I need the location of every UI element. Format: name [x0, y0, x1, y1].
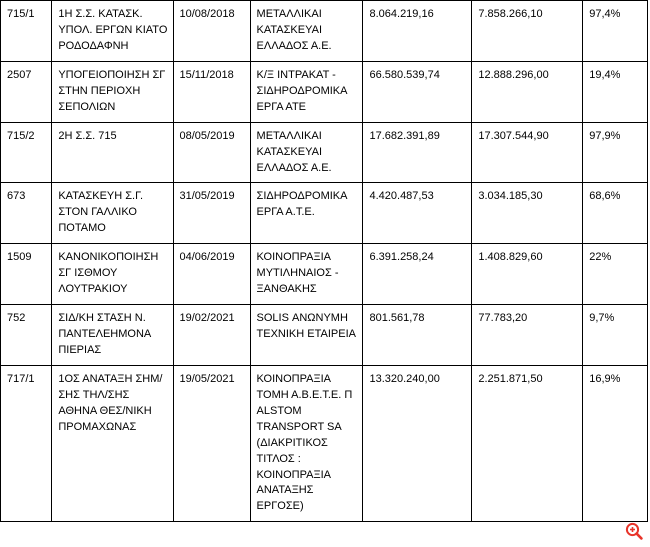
- contractor-text: Κ/Ξ ΙΝΤΡΑΚΑΤ - ΣΙΔΗΡΟΔΡΟΜΙΚΑ ΕΡΓΑ ΑΤΕ: [256, 68, 347, 113]
- budget-text: 66.580.539,74: [369, 68, 440, 81]
- cell-contractor: [250, 122, 363, 183]
- progress-text: 16,9%: [589, 372, 621, 385]
- date-text: 31/05/2019: [179, 190, 235, 203]
- title-text: 2Η Σ.Σ. 715: [58, 129, 117, 142]
- cell-paid: [472, 1, 583, 62]
- cell-contractor: [250, 305, 363, 366]
- cell-progress: [583, 61, 648, 122]
- cell-title: [52, 183, 173, 244]
- cell-date: [173, 305, 250, 366]
- code-text: 2507: [7, 68, 32, 81]
- budget-text: 8.064.219,16: [369, 8, 434, 20]
- cell-contractor: [250, 365, 363, 521]
- paid-text: 17.307.544,90: [478, 129, 549, 142]
- title-text: 1Η Σ.Σ. ΚΑΤΑΣΚ. ΥΠΟΛ. ΕΡΓΩΝ ΚΙΑΤΟ ΡΟΔΟΔΑΦΝΗ: [58, 8, 168, 52]
- date-text: 19/05/2021: [179, 372, 235, 385]
- progress-text: 19,4%: [589, 68, 621, 81]
- cell-paid: [472, 365, 583, 521]
- code-text: 752: [7, 312, 26, 325]
- contractor-text: ΚΟΙΝΟΠΡΑΞΙΑ ΜΥΤΙΛΗΝΑΙΟΣ - ΞΑΝΘΑΚΗΣ: [256, 251, 339, 296]
- cell-progress: [583, 305, 648, 366]
- table-row: [1, 244, 648, 305]
- cell-progress: [583, 122, 648, 183]
- contractor-text: ΣΙΔΗΡΟΔΡΟΜΙΚΑ ΕΡΓΑ Α.Τ.Ε.: [256, 190, 347, 219]
- budget-text: 801.561,78: [369, 312, 425, 325]
- cell-budget: [363, 1, 472, 62]
- title-text: ΚΑΤΑΣΚΕΥΗ Σ.Γ. ΣΤΟΝ ΓΑΛΛΙΚΟ ΠΟΤΑΜΟ: [58, 190, 144, 235]
- code-text: 717/1: [7, 372, 35, 385]
- title-text: 1ΟΣ ΑΝΑΤΑΞΗ ΣΗΜ/ΣΗΣ ΤΗΛ/ΣΗΣ ΑΘΗΝΑ ΘΕΣ/ΝΙΚΗ ΠΡΟΜΑΧΩΝΑΣ: [58, 372, 163, 433]
- code-text: 673: [7, 190, 26, 203]
- progress-text: 97,4%: [589, 8, 621, 20]
- cell-title: [52, 1, 173, 62]
- date-text: 10/08/2018: [179, 8, 235, 20]
- cell-paid: [472, 122, 583, 183]
- cell-progress: [583, 365, 648, 521]
- table-row: [1, 183, 648, 244]
- progress-text: 68,6%: [589, 190, 621, 203]
- cell-budget: [363, 61, 472, 122]
- contractor-text: ΜΕΤΑΛΛΙΚΑΙ ΚΑΤΑΣΚΕΥΑΙ ΕΛΛΑΔΟΣ Α.Ε.: [256, 129, 332, 174]
- cell-code: [1, 183, 52, 244]
- cell-budget: [363, 305, 472, 366]
- cell-progress: [583, 244, 648, 305]
- magnifier-plus-icon[interactable]: [625, 522, 643, 540]
- cell-contractor: [250, 1, 363, 62]
- table-row: [1, 61, 648, 122]
- cell-title: [52, 305, 173, 366]
- budget-text: 17.682.391,89: [369, 129, 440, 142]
- cell-title: [52, 244, 173, 305]
- cell-code: [1, 365, 52, 521]
- paid-text: 12.888.296,00: [478, 68, 549, 81]
- contractor-text: ΚΟΙΝΟΠΡΑΞΙΑ ΤΟΜΗ Α.Β.Ε.Τ.Ε. Π ALSTOM TRANSPORT SA (ΔΙΑΚΡΙΤΙΚΟΣ ΤΙΤΛΟΣ : ΚΟΙΝΟΠΡΑΞΙΑ ΑΝΑΤΑΞΗΣ ΕΡΓΟΣΕ): [256, 372, 353, 513]
- code-text: 715/2: [7, 129, 35, 142]
- cell-paid: [472, 244, 583, 305]
- contractor-text: SOLIS ΑΝΩΝΥΜΗ ΤΕΧΝΙΚΗ ΕΤΑΙΡΕΙΑ: [256, 312, 356, 340]
- cell-date: [173, 122, 250, 183]
- cell-paid: [472, 61, 583, 122]
- cell-title: [52, 365, 173, 521]
- cell-code: [1, 122, 52, 183]
- progress-text: 22%: [589, 251, 612, 264]
- cell-contractor: [250, 61, 363, 122]
- table-row: [1, 305, 648, 366]
- code-text: 715/1: [7, 8, 35, 20]
- cell-paid: [472, 305, 583, 366]
- budget-text: 13.320.240,00: [369, 372, 440, 385]
- title-text: ΥΠΟΓΕΙΟΠΟΙΗΣΗ ΣΓ ΣΤΗΝ ΠΕΡΙΟΧΗ ΣΕΠΟΛΙΩΝ: [58, 68, 166, 113]
- cell-code: [1, 1, 52, 62]
- cell-paid: [472, 183, 583, 244]
- cell-contractor: [250, 244, 363, 305]
- date-text: 19/02/2021: [179, 312, 235, 325]
- table-row: [1, 365, 648, 521]
- cell-code: [1, 244, 52, 305]
- table-row: [1, 1, 648, 62]
- contractor-text: ΜΕΤΑΛΛΙΚΑΙ ΚΑΤΑΣΚΕΥΑΙ ΕΛΛΑΔΟΣ Α.Ε.: [256, 8, 332, 52]
- cell-budget: [363, 365, 472, 521]
- table-row: [1, 122, 648, 183]
- progress-text: 97,9%: [589, 129, 621, 142]
- cell-progress: [583, 1, 648, 62]
- cell-title: [52, 122, 173, 183]
- date-text: 08/05/2019: [179, 129, 235, 142]
- budget-text: 6.391.258,24: [369, 251, 434, 264]
- cell-date: [173, 183, 250, 244]
- progress-text: 9,7%: [589, 312, 615, 325]
- budget-text: 4.420.487,53: [369, 190, 434, 203]
- cell-date: [173, 365, 250, 521]
- cell-budget: [363, 183, 472, 244]
- cell-contractor: [250, 183, 363, 244]
- paid-text: 1.408.829,60: [478, 251, 543, 264]
- cell-date: [173, 244, 250, 305]
- cell-date: [173, 61, 250, 122]
- cell-title: [52, 61, 173, 122]
- paid-text: 7.858.266,10: [478, 8, 543, 20]
- cell-code: [1, 61, 52, 122]
- paid-text: 3.034.185,30: [478, 190, 543, 203]
- cell-date: [173, 1, 250, 62]
- cell-code: [1, 305, 52, 366]
- title-text: ΣΙΔ/ΚΗ ΣΤΑΣΗ Ν. ΠΑΝΤΕΛΕΗΜΟΝΑ ΠΙΕΡΙΑΣ: [58, 312, 151, 356]
- date-text: 04/06/2019: [179, 251, 235, 264]
- date-text: 15/11/2018: [179, 68, 234, 81]
- paid-text: 2.251.871,50: [478, 372, 543, 385]
- title-text: ΚΑΝΟΝΙΚΟΠΟΙΗΣΗ ΣΓ ΙΣΘΜΟΥ ΛΟΥΤΡΑΚΙΟΥ: [58, 251, 159, 296]
- cell-progress: [583, 183, 648, 244]
- cell-budget: [363, 244, 472, 305]
- code-text: 1509: [7, 251, 32, 264]
- cell-budget: [363, 122, 472, 183]
- paid-text: 77.783,20: [478, 312, 528, 325]
